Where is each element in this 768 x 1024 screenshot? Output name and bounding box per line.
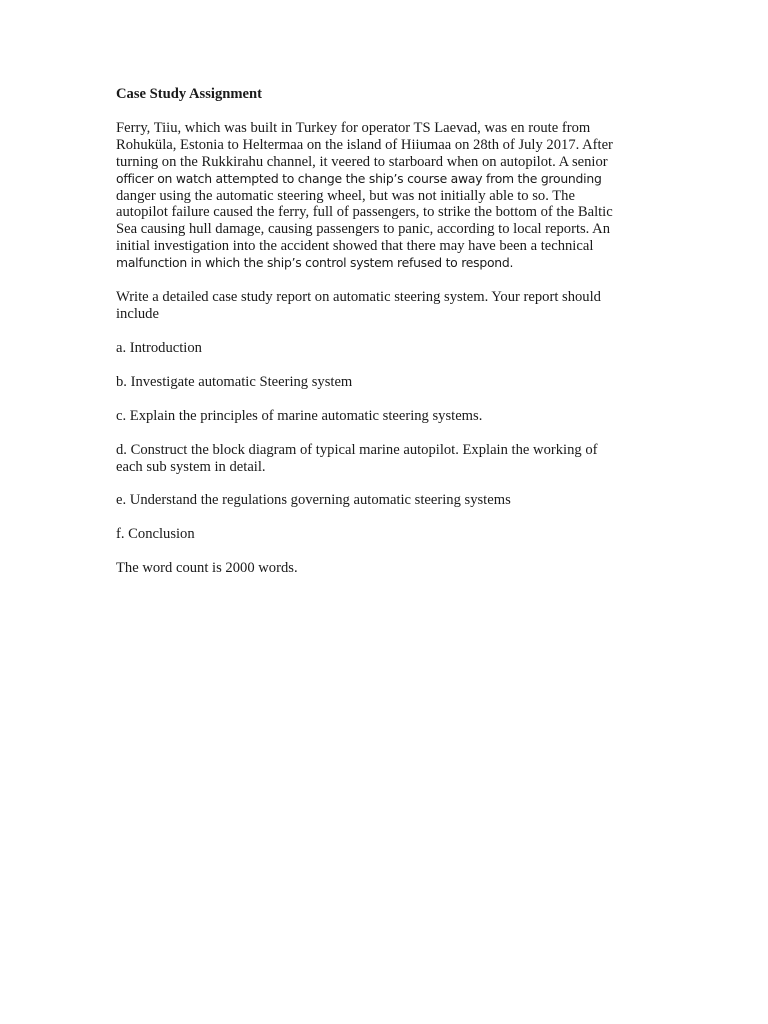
word-count-note — [116, 560, 656, 577]
list-item-text: c. Explain the principles of marine automatic steering systems. — [116, 407, 483, 424]
scenario-line: autopilot failure caused the ferry, full of passengers, to strike the bottom of the Baltic — [116, 204, 613, 221]
list-item-text: a. Introduction — [116, 339, 202, 356]
scenario-line: officer on watch attempted to change the ship’s course away from the grounding — [116, 170, 602, 186]
list-item-block-diagram — [116, 442, 656, 476]
scenario-paragraph — [116, 120, 656, 272]
scenario-line: Sea causing hull damage, causing passengers to panic, according to local reports. An — [116, 221, 611, 238]
list-item-principles — [116, 408, 656, 425]
list-item-text: d. Construct the block diagram of typical marine autopilot. Explain the working of — [116, 441, 598, 458]
word-count-text: The word count is 2000 words. — [116, 560, 298, 577]
task-paragraph — [116, 289, 656, 323]
scenario-line: turning on the Rukkirahu channel, it veered to starboard when on autopilot. A senior — [116, 153, 608, 170]
task-line: Write a detailed case study report on automatic steering system. Your report should — [116, 289, 601, 306]
list-item-text: b. Investigate automatic Steering system — [116, 373, 353, 390]
list-item-conclusion — [116, 526, 656, 543]
list-item-investigate — [116, 374, 656, 391]
task-line: include — [116, 305, 159, 322]
scenario-line: danger using the automatic steering wheel, but was not initially able to so. The — [116, 187, 575, 204]
list-item-introduction — [116, 340, 656, 357]
list-item-text: f. Conclusion — [116, 526, 195, 543]
scenario-line: initial investigation into the accident showed that there may have been a technical — [116, 238, 594, 255]
document-title: Case Study Assignment — [116, 86, 262, 102]
scenario-line: Ferry, Tiiu, which was built in Turkey for operator TS Laevad, was en route from — [116, 119, 591, 136]
list-item-text: each sub system in detail. — [116, 458, 266, 475]
scenario-line: malfunction in which the ship’s control system refused to respond. — [116, 255, 514, 271]
list-item-text: e. Understand the regulations governing automatic steering systems — [116, 492, 511, 509]
list-item-regulations — [116, 492, 656, 509]
document-body — [116, 86, 656, 594]
scenario-line: Rohuküla, Estonia to Heltermaa on the island of Hiiumaa on 28th of July 2017. After — [116, 136, 613, 153]
